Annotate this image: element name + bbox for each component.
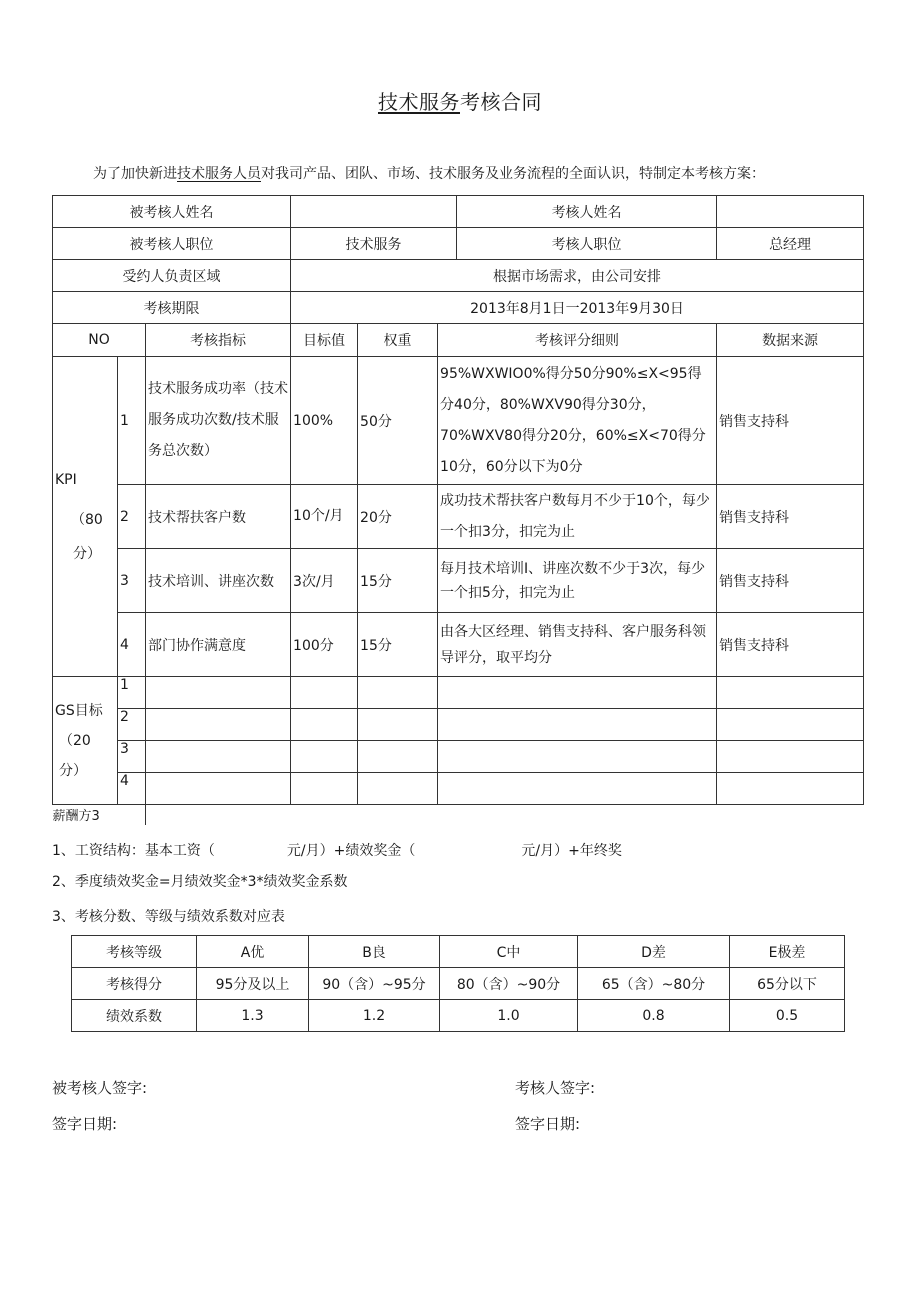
kpi-label-cell — [53, 357, 118, 677]
title-rest: 考核合同 — [460, 90, 542, 114]
salary-heading-row — [53, 805, 864, 825]
gs-cell[interactable] — [291, 773, 358, 805]
kpi-indicator: 技术帮扶客户数 — [146, 485, 291, 549]
intro-paragraph — [93, 163, 765, 183]
gs-no: 1 — [118, 677, 146, 709]
kpi-no: 4 — [118, 613, 146, 677]
kpi-weight: 15分 — [358, 613, 438, 677]
assessment-table — [52, 195, 864, 825]
gs-cell[interactable] — [358, 773, 438, 805]
kpi-weight: 20分 — [358, 485, 438, 549]
gs-cell[interactable] — [717, 773, 864, 805]
kpi-source: 销售支持科 — [717, 485, 864, 549]
assessor-signature-label: 考核人签字: — [515, 1079, 596, 1097]
kpi-label-line2: （80 — [71, 511, 103, 528]
col-indicator: 考核指标 — [146, 324, 291, 357]
gs-label-line3: 分） — [59, 762, 87, 779]
gs-cell[interactable] — [438, 773, 717, 805]
col-source: 数据来源 — [717, 324, 864, 357]
gs-row — [53, 677, 864, 709]
intro-after: 对我司产品、团队、市场、技术服务及业务流程的全面认识，特制定本考核方案： — [261, 166, 765, 182]
salary-line1-a: 1、工资结构：基本工资（ — [52, 843, 215, 859]
row-period — [53, 292, 864, 324]
grade-coef-cell: 1.0 — [440, 1000, 578, 1032]
col-weight: 权重 — [358, 324, 438, 357]
column-header-row — [53, 324, 864, 357]
grade-header: D差 — [578, 936, 730, 968]
kpi-detail: 95%WXWIO0%得分50分90%≤X<95得分40分，80%WXV90得分30分，70%WXV80得分20分，60%≤X<70得分10分，60分以下为0分 — [438, 357, 717, 485]
grade-header: A优 — [197, 936, 309, 968]
assessee-name-label: 被考核人姓名 — [53, 196, 291, 228]
grade-coef-cell: 绩效系数 — [72, 1000, 197, 1032]
gs-no: 3 — [118, 741, 146, 773]
gs-no: 4 — [118, 773, 146, 805]
kpi-target: 3次/月 — [291, 549, 358, 613]
intro-underlined: 技术服务人员 — [177, 166, 261, 182]
assessor-name-label: 考核人姓名 — [457, 196, 717, 228]
col-detail: 考核评分细则 — [438, 324, 717, 357]
kpi-indicator: 技术培训、讲座次数 — [146, 549, 291, 613]
salary-line3: 3、考核分数、等级与绩效系数对应表 — [52, 909, 285, 925]
kpi-row — [53, 613, 864, 677]
col-target: 目标值 — [291, 324, 358, 357]
kpi-no: 2 — [118, 485, 146, 549]
kpi-no: 3 — [118, 549, 146, 613]
gs-cell[interactable] — [146, 773, 291, 805]
kpi-indicator: 部门协作满意度 — [146, 613, 291, 677]
gs-row — [53, 773, 864, 805]
gs-label-cell — [53, 677, 118, 805]
row-names — [53, 196, 864, 228]
gs-cell[interactable] — [358, 677, 438, 709]
assessee-date-label: 签字日期: — [52, 1115, 118, 1133]
salary-line1-c: 元/月）+年终奖 — [521, 843, 622, 859]
kpi-source: 销售支持科 — [717, 613, 864, 677]
kpi-label-line3: 分） — [73, 545, 101, 562]
gs-cell[interactable] — [291, 677, 358, 709]
salary-line1 — [52, 840, 622, 860]
grade-header: E极差 — [730, 936, 845, 968]
gs-label-line1: GS目标 — [55, 702, 103, 719]
kpi-detail: 成功技术帮扶客户数每月不少于10个，每少一个扣3分，扣完为止 — [438, 485, 717, 549]
page-title — [0, 86, 920, 115]
gs-cell[interactable] — [291, 741, 358, 773]
gs-cell[interactable] — [291, 709, 358, 741]
grade-score-cell: 65（含）~80分 — [578, 968, 730, 1000]
grade-coef-cell: 0.8 — [578, 1000, 730, 1032]
assessor-name-value[interactable] — [717, 196, 864, 228]
gs-label-line2: （20 — [59, 732, 91, 749]
kpi-label-line1: KPI — [55, 471, 77, 488]
kpi-weight: 15分 — [358, 549, 438, 613]
grade-header: 考核等级 — [72, 936, 197, 968]
salary-line2: 2、季度绩效奖金=月绩效奖金*3*绩效奖金系数 — [52, 874, 348, 890]
grade-coef-cell: 1.3 — [197, 1000, 309, 1032]
kpi-indicator: 技术服务成功率（技术服务成功次数/技术服务总次数） — [146, 357, 291, 485]
row-positions — [53, 228, 864, 260]
kpi-detail: 每月技术培训I、讲座次数不少于3次，每少一个扣5分，扣完为止 — [438, 549, 717, 613]
row-region — [53, 260, 864, 292]
col-no: NO — [53, 324, 146, 357]
grade-coef-cell: 0.5 — [730, 1000, 845, 1032]
grade-table — [71, 935, 845, 1032]
kpi-target: 100% — [291, 357, 358, 485]
kpi-source: 销售支持科 — [717, 549, 864, 613]
grade-coef-cell: 1.2 — [309, 1000, 440, 1032]
salary-line1-b: 元/月）+绩效奖金（ — [286, 843, 416, 859]
salary-heading-spacer — [146, 805, 864, 825]
period-label: 考核期限 — [53, 292, 291, 324]
kpi-source: 销售支持科 — [717, 357, 864, 485]
gs-cell[interactable] — [438, 741, 717, 773]
title-underlined: 技术服务 — [378, 90, 460, 114]
kpi-row — [53, 549, 864, 613]
gs-cell[interactable] — [146, 677, 291, 709]
period-value: 2013年8月1日一2013年9月30日 — [291, 292, 864, 324]
gs-row — [53, 741, 864, 773]
kpi-no: 1 — [118, 357, 146, 485]
assessor-position-value: 总经理 — [717, 228, 864, 260]
gs-cell[interactable] — [146, 709, 291, 741]
gs-row — [53, 709, 864, 741]
gs-cell[interactable] — [438, 709, 717, 741]
kpi-target: 100分 — [291, 613, 358, 677]
assessee-name-value[interactable] — [291, 196, 457, 228]
grade-score-cell: 80（含）~90分 — [440, 968, 578, 1000]
region-label: 受约人负责区域 — [53, 260, 291, 292]
grade-score-cell: 考核得分 — [72, 968, 197, 1000]
salary-heading: 薪酬方3 — [53, 805, 146, 825]
assessor-date-label: 签字日期: — [515, 1115, 581, 1133]
assessee-position-value: 技术服务 — [291, 228, 457, 260]
grade-coef-row — [72, 1000, 845, 1032]
grade-header: C中 — [440, 936, 578, 968]
kpi-target: 10个/月 — [291, 485, 358, 549]
assessee-position-label: 被考核人职位 — [53, 228, 291, 260]
grade-header: B良 — [309, 936, 440, 968]
grade-score-cell: 65分以下 — [730, 968, 845, 1000]
gs-cell[interactable] — [717, 741, 864, 773]
gs-cell[interactable] — [717, 677, 864, 709]
intro-before: 为了加快新进 — [93, 166, 177, 182]
grade-score-row — [72, 968, 845, 1000]
gs-no: 2 — [118, 709, 146, 741]
grade-header-row — [72, 936, 845, 968]
grade-score-cell: 95分及以上 — [197, 968, 309, 1000]
region-value: 根据市场需求，由公司安排 — [291, 260, 864, 292]
gs-cell[interactable] — [358, 709, 438, 741]
assessee-signature-label: 被考核人签字: — [52, 1079, 148, 1097]
kpi-detail: 由各大区经理、销售支持科、客户服务科领导评分，取平均分 — [438, 613, 717, 677]
gs-cell[interactable] — [358, 741, 438, 773]
assessor-position-label: 考核人职位 — [457, 228, 717, 260]
grade-score-cell: 90（含）~95分 — [309, 968, 440, 1000]
kpi-weight: 50分 — [358, 357, 438, 485]
gs-cell[interactable] — [438, 677, 717, 709]
kpi-row — [53, 357, 864, 485]
kpi-row — [53, 485, 864, 549]
gs-cell[interactable] — [146, 741, 291, 773]
gs-cell[interactable] — [717, 709, 864, 741]
